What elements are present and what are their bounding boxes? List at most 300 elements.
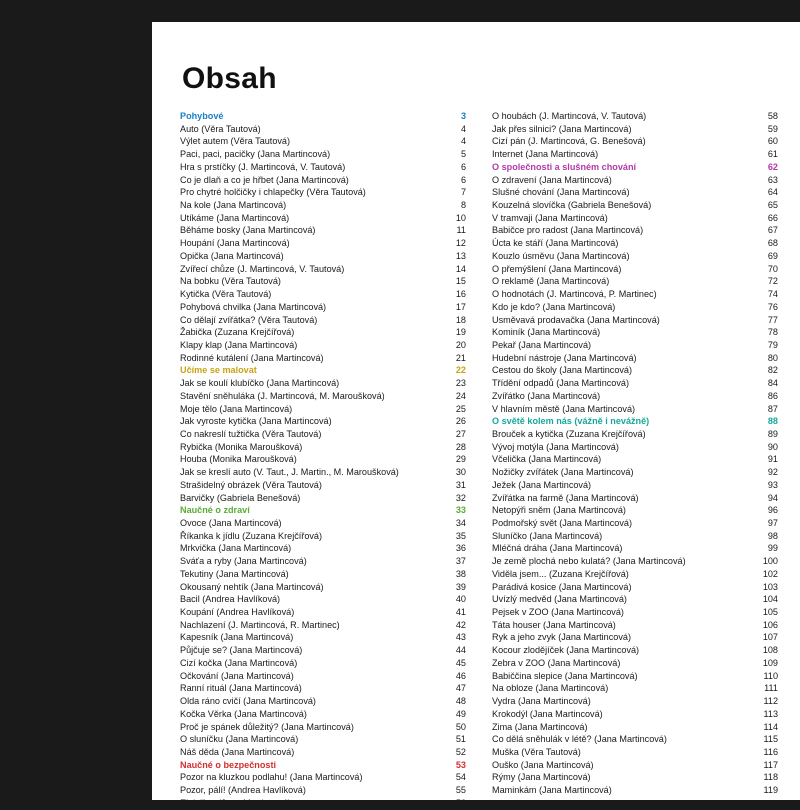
toc-entry-page-number: 79 (767, 339, 778, 350)
toc-entry-label: Pejsek v ZOO (Jana Martincová) (492, 607, 624, 618)
toc-entry-page-number: 67 (767, 225, 778, 236)
toc-entry-label: Mléčná dráha (Jana Martincová) (492, 543, 623, 554)
toc-entry-row[interactable] (180, 606, 466, 619)
toc-entry-label: Okousaný nehtík (Jana Martincová) (180, 581, 324, 592)
toc-entry-row[interactable] (180, 593, 466, 606)
toc-entry-row[interactable] (180, 631, 466, 644)
toc-entry-page-number: 58 (767, 111, 778, 121)
toc-entry-page-number: 117 (763, 759, 778, 770)
toc-entry-row[interactable] (180, 212, 466, 225)
toc-entry-row[interactable] (492, 263, 778, 276)
toc-entry-label: Učíme se malovat (180, 365, 257, 376)
toc-entry-page-number: 90 (767, 441, 778, 452)
page-title: Obsah (182, 62, 277, 95)
toc-entry-label: Barvičky (Gabriela Benešová) (180, 492, 301, 503)
toc-entry-label: Zebra v ZOO (Jana Martincová) (492, 657, 621, 668)
toc-entry-page-number: 8 (460, 200, 466, 211)
toc-entry-row[interactable] (180, 797, 466, 810)
toc-entry-page-number: 50 (455, 721, 466, 732)
toc-entry-row[interactable] (492, 390, 778, 403)
toc-entry-row[interactable] (492, 314, 778, 327)
toc-entry-row[interactable] (180, 415, 466, 428)
toc-entry-page-number: 89 (767, 428, 778, 439)
toc-entry-page-number: 21 (455, 352, 466, 363)
toc-entry-label: Zima (Jana Martincová) (492, 721, 588, 732)
toc-entry-page-number: 86 (767, 390, 778, 401)
toc-entry-page-number: 102 (762, 568, 778, 579)
toc-entry-page-number: 12 (455, 238, 466, 249)
toc-entry-row[interactable] (492, 708, 778, 721)
toc-entry-page-number: 48 (455, 696, 466, 707)
toc-entry-page-number: 4 (460, 123, 466, 134)
toc-entry-label: Paci, paci, pacičky (Jana Martincová) (180, 149, 331, 160)
toc-entry-page-number: 7 (460, 187, 466, 198)
toc-entry-row[interactable] (180, 517, 466, 530)
toc-entry-label: O hodnotách (J. Martincová, P. Martinec) (492, 289, 657, 300)
toc-entry-row[interactable] (180, 746, 466, 759)
toc-entry-row[interactable] (492, 517, 778, 530)
toc-entry-row[interactable] (180, 161, 466, 174)
toc-entry-row[interactable] (180, 263, 466, 276)
toc-entry-label: Rybička (Monika Maroušková) (180, 441, 303, 452)
toc-entry-row[interactable] (180, 288, 466, 301)
contents-column-right (492, 110, 778, 810)
toc-entry-label: Co nakreslí tužtička (Věra Tautová) (180, 428, 322, 439)
toc-entry-row[interactable] (492, 224, 778, 237)
toc-entry-label: Zvířátka na farmě (Jana Martincová) (492, 492, 639, 503)
toc-entry-row[interactable] (180, 682, 466, 695)
toc-entry-row[interactable] (180, 314, 466, 327)
toc-entry-page-number: 111 (764, 683, 778, 694)
toc-entry-page-number: 13 (455, 250, 466, 261)
toc-entry-row[interactable] (492, 441, 778, 454)
toc-entry-label: Houba (Monika Maroušková) (180, 454, 297, 465)
toc-entry-label: Maminkám (Jana Martincová) (492, 785, 612, 796)
toc-entry-label: Pro chytré holčičky i chlapečky (Věra Tautová) (180, 187, 366, 198)
toc-entry-page-number: 70 (767, 263, 778, 274)
toc-section-row[interactable] (180, 110, 466, 123)
toc-entry-row[interactable] (180, 123, 466, 136)
toc-entry-row[interactable] (180, 453, 466, 466)
toc-entry-page-number: 41 (455, 607, 466, 618)
toc-entry-page-number: 61 (767, 149, 778, 160)
toc-entry-label: Včelička (Jana Martincová) (492, 454, 602, 465)
toc-entry-page-number: 40 (455, 594, 466, 605)
toc-entry-page-number: 77 (767, 314, 778, 325)
toc-entry-label: Náš děda (Jana Martincová) (180, 746, 295, 757)
toc-entry-row[interactable] (492, 186, 778, 199)
toc-entry-page-number: 4 (460, 136, 466, 147)
toc-entry-row[interactable] (492, 682, 778, 695)
toc-entry-row[interactable] (180, 721, 466, 734)
toc-entry-label: Žabička (Zuzana Krejčířová) (180, 327, 295, 338)
toc-entry-page-number: 96 (767, 505, 778, 516)
toc-section-row[interactable] (180, 759, 466, 772)
toc-entry-page-number: 64 (767, 187, 778, 198)
toc-entry-row[interactable] (492, 530, 778, 543)
toc-entry-row[interactable] (492, 670, 778, 683)
toc-entry-page-number: 109 (762, 657, 778, 668)
toc-entry-row[interactable] (492, 199, 778, 212)
toc-entry-row[interactable] (492, 301, 778, 314)
toc-entry-page-number: 43 (455, 632, 466, 643)
toc-entry-page-number: 93 (767, 479, 778, 490)
toc-entry-label: Kočka Věrka (Jana Martincová) (180, 708, 307, 719)
toc-entry-row[interactable] (492, 657, 778, 670)
toc-entry-page-number: 53 (455, 759, 466, 770)
toc-entry-label: Pozor, pálí! (Andrea Havlíková) (180, 785, 306, 796)
toc-entry-row[interactable] (492, 746, 778, 759)
toc-entry-page-number: 5 (460, 149, 466, 160)
toc-entry-page-number: 82 (767, 365, 778, 376)
toc-entry-page-number: 14 (455, 263, 466, 274)
toc-entry-row[interactable] (492, 466, 778, 479)
toc-entry-label: Sváťa a ryby (Jana Martincová) (180, 556, 307, 567)
toc-entry-row[interactable] (180, 670, 466, 683)
toc-entry-row[interactable] (492, 123, 778, 136)
toc-entry-label: Cestou do školy (Jana Martincová) (492, 365, 633, 376)
toc-entry-label: Co je dlaň a co je hřbet (Jana Martincová) (180, 174, 349, 185)
toc-entry-label: Uvízlý medvěd (Jana Martincová) (492, 594, 627, 605)
toc-entry-page-number: 33 (455, 505, 466, 516)
toc-entry-page-number: 100 (762, 556, 778, 567)
toc-entry-page-number: 108 (762, 645, 778, 656)
toc-entry-row[interactable] (180, 644, 466, 657)
toc-entry-label: Vydra (Jana Martincová) (492, 696, 591, 707)
toc-entry-page-number: 44 (455, 645, 466, 656)
toc-entry-row[interactable] (492, 453, 778, 466)
toc-entry-row[interactable] (492, 352, 778, 365)
toc-entry-page-number: 114 (763, 721, 778, 732)
toc-entry-page-number: 94 (767, 492, 778, 503)
toc-entry-row[interactable] (492, 771, 778, 784)
toc-entry-page-number: 106 (762, 619, 778, 630)
toc-entry-page-number: 63 (767, 174, 778, 185)
toc-entry-page-number: 29 (455, 454, 466, 465)
toc-entry-row[interactable] (180, 352, 466, 365)
toc-entry-row[interactable] (492, 377, 778, 390)
toc-entry-page-number: 22 (455, 365, 466, 376)
toc-entry-row[interactable] (180, 581, 466, 594)
toc-entry-label: Jak vyroste kytička (Jana Martincová) (180, 416, 332, 427)
toc-entry-row[interactable] (492, 110, 778, 123)
toc-entry-page-number: 66 (767, 212, 778, 223)
toc-entry-row[interactable] (180, 466, 466, 479)
toc-entry-page-number: 34 (455, 518, 466, 528)
toc-entry-label: Běháme bosky (Jana Martincová) (180, 225, 316, 236)
toc-entry-row[interactable] (180, 224, 466, 237)
toc-entry-page-number: 49 (455, 708, 466, 719)
toc-entry-page-number: 103 (762, 581, 778, 592)
toc-entry-page-number: 107 (762, 632, 778, 643)
toc-entry-row[interactable] (180, 237, 466, 250)
toc-entry-label: Houpání (Jana Martincová) (180, 238, 290, 249)
toc-entry-label: Sluníčko (Jana Martincová) (492, 530, 603, 541)
toc-entry-label: Pohybové (180, 111, 224, 121)
toc-entry-label: Co dělají zvířátka? (Věra Tautová) (180, 314, 318, 325)
toc-entry-label: Nachlazení (J. Martincová, R. Martinec) (180, 619, 340, 630)
toc-entry-label: Vývoj motýla (Jana Martincová) (492, 441, 619, 452)
toc-entry-page-number: 6 (460, 174, 466, 185)
toc-entry-page-number: 76 (767, 301, 778, 312)
toc-entry-label: Půjčuje se? (Jana Martincová) (180, 645, 303, 656)
toc-entry-page-number: 6 (460, 161, 466, 172)
toc-entry-label: Na kole (Jana Martincová) (180, 200, 287, 211)
toc-entry-row[interactable] (180, 479, 466, 492)
toc-entry-label: Cizí kočka (Jana Martincová) (180, 657, 298, 668)
toc-entry-row[interactable] (492, 721, 778, 734)
toc-entry-label: Brouček a kytička (Zuzana Krejčířová) (492, 428, 646, 439)
toc-entry-page-number: 84 (767, 378, 778, 389)
toc-entry-row[interactable] (492, 644, 778, 657)
toc-entry-label: Nožičky zvířátek (Jana Martincová) (492, 467, 634, 478)
toc-entry-row[interactable] (492, 733, 778, 746)
toc-entry-row[interactable] (180, 174, 466, 187)
toc-entry-page-number: 19 (455, 327, 466, 338)
toc-entry-label: Stavění sněhuláka (J. Martincová, M. Maroušková) (180, 390, 385, 401)
toc-entry-label: Zvířecí chůze (J. Martincová, V. Tautová) (180, 263, 345, 274)
toc-entry-row[interactable] (180, 390, 466, 403)
toc-entry-row[interactable] (492, 492, 778, 505)
toc-entry-label: Kapesník (Jana Martincová) (180, 632, 294, 643)
toc-entry-row[interactable] (180, 695, 466, 708)
toc-entry-label: O zdravení (Jana Martincová) (492, 174, 612, 185)
toc-entry-page-number: 38 (455, 568, 466, 579)
toc-entry-label: Ježek (Jana Martincová) (492, 479, 592, 490)
toc-entry-row[interactable] (492, 428, 778, 441)
toc-entry-label: Kouzelná slovíčka (Gabriela Benešová) (492, 200, 652, 211)
toc-entry-label: Internet (Jana Martincová) (492, 149, 599, 160)
toc-entry-row[interactable] (180, 428, 466, 441)
toc-entry-page-number: 27 (455, 428, 466, 439)
toc-entry-page-number: 99 (767, 543, 778, 554)
toc-entry-label: Pekař (Jana Martincová) (492, 339, 592, 350)
toc-entry-row[interactable] (492, 403, 778, 416)
toc-entry-row[interactable] (492, 581, 778, 594)
toc-entry-label: Úcta ke stáří (Jana Martincová) (492, 238, 619, 249)
toc-entry-row[interactable] (492, 593, 778, 606)
toc-entry-label: Bacil (Andrea Havlíková) (180, 594, 281, 605)
toc-entry-label: Podmořský svět (Jana Martincová) (492, 518, 632, 528)
toc-entry-label: V hlavním městě (Jana Martincová) (492, 403, 636, 414)
toc-entry-row[interactable] (180, 135, 466, 148)
toc-section-row[interactable] (180, 364, 466, 377)
toc-entry-row[interactable] (492, 148, 778, 161)
toc-entry-label: Ryk a jeho zvyk (Jana Martincová) (492, 632, 631, 643)
toc-entry-page-number: 78 (767, 327, 778, 338)
toc-entry-row[interactable] (180, 403, 466, 416)
toc-entry-page-number: 3 (460, 111, 466, 121)
toc-entry-label: Kdo je kdo? (Jana Martincová) (492, 301, 616, 312)
toc-entry-row[interactable] (180, 619, 466, 632)
toc-entry-label: Třídění odpadů (Jana Martincová) (492, 378, 629, 389)
toc-entry-label: O společnosti a slušném chování (492, 161, 637, 172)
toc-entry-label: Výlet autem (Věra Tautová) (180, 136, 291, 147)
toc-entry-label: Strašidelný obrázek (Věra Tautová) (180, 479, 322, 490)
toc-entry-page-number: 92 (767, 467, 778, 478)
toc-entry-label: Kocour zlodějíček (Jana Martincová) (492, 645, 640, 656)
toc-entry-row[interactable] (492, 568, 778, 581)
toc-entry-page-number: 112 (763, 696, 778, 707)
toc-entry-label: Pohybová chvilka (Jana Martincová) (180, 301, 327, 312)
toc-entry-row[interactable] (492, 504, 778, 517)
toc-entry-label: Jak se kreslí auto (V. Taut., J. Martin., M. Maroušková) (180, 467, 399, 478)
toc-entry-row[interactable] (492, 555, 778, 568)
toc-entry-label: Opička (Jana Martincová) (180, 250, 284, 261)
toc-entry-page-number: 52 (455, 746, 466, 757)
toc-entry-row[interactable] (180, 339, 466, 352)
toc-entry-row[interactable] (180, 542, 466, 555)
toc-entry-page-number: 10 (455, 212, 466, 223)
toc-entry-label: Na bobku (Věra Tautová) (180, 276, 281, 287)
toc-entry-label: Rodinné kutálení (Jana Martincová) (180, 352, 324, 363)
toc-entry-page-number: 24 (455, 390, 466, 401)
toc-entry-row[interactable] (492, 339, 778, 352)
toc-entry-label: Naučné o zdraví (180, 505, 250, 516)
toc-entry-label: Táta houser (Jana Martincová) (492, 619, 616, 630)
toc-entry-page-number: 88 (767, 416, 778, 427)
toc-entry-page-number: 56 (455, 797, 466, 808)
toc-entry-row[interactable] (180, 377, 466, 390)
toc-entry-row[interactable] (180, 492, 466, 505)
toc-entry-label: Kominík (Jana Martincová) (492, 327, 601, 338)
toc-entry-label: Elektřina (Jana Martincová) (180, 797, 291, 808)
toc-entry-row[interactable] (492, 364, 778, 377)
toc-entry-row[interactable] (180, 568, 466, 581)
toc-entry-page-number: 104 (762, 594, 778, 605)
toc-entry-label: Naučné o bezpečnosti (180, 759, 277, 770)
toc-entry-row[interactable] (180, 733, 466, 746)
toc-entry-label: Mrkvička (Jana Martincová) (180, 543, 292, 554)
toc-entry-label: Kouzlo úsměvu (Jana Martincová) (492, 250, 630, 261)
toc-entry-row[interactable] (492, 631, 778, 644)
toc-section-row[interactable] (492, 415, 778, 428)
toc-entry-page-number: 31 (455, 479, 466, 490)
toc-entry-page-number: 18 (455, 314, 466, 325)
toc-entry-row[interactable] (180, 530, 466, 543)
toc-entry-row[interactable] (492, 695, 778, 708)
toc-entry-page-number: 59 (767, 123, 778, 134)
toc-entry-row[interactable] (180, 275, 466, 288)
toc-entry-row[interactable] (492, 135, 778, 148)
toc-entry-row[interactable] (180, 186, 466, 199)
toc-section-row[interactable] (180, 504, 466, 517)
toc-entry-row[interactable] (180, 250, 466, 263)
toc-entry-row[interactable] (492, 288, 778, 301)
toc-entry-row[interactable] (180, 555, 466, 568)
toc-entry-row[interactable] (492, 619, 778, 632)
toc-entry-page-number: 30 (455, 467, 466, 478)
toc-entry-page-number: 15 (455, 276, 466, 287)
toc-entry-label: O houbách (J. Martincová, V. Tautová) (492, 111, 647, 121)
toc-entry-page-number: 37 (455, 556, 466, 567)
toc-entry-label: Cizí pán (J. Martincová, G. Benešová) (492, 136, 646, 147)
toc-entry-label: Koupání (Andrea Havlíková) (180, 607, 295, 618)
toc-entry-page-number: 60 (767, 136, 778, 147)
toc-entry-row[interactable] (492, 759, 778, 772)
toc-entry-page-number: 72 (767, 276, 778, 287)
toc-entry-row[interactable] (180, 199, 466, 212)
toc-section-row[interactable] (492, 161, 778, 174)
toc-entry-page-number: 55 (455, 785, 466, 796)
toc-entry-page-number: 80 (767, 352, 778, 363)
toc-entry-row[interactable] (492, 326, 778, 339)
toc-entry-label: Ovoce (Jana Martincová) (180, 518, 282, 528)
toc-entry-page-number: 98 (767, 530, 778, 541)
toc-entry-row[interactable] (492, 784, 778, 797)
toc-entry-row[interactable] (492, 479, 778, 492)
toc-entry-row[interactable] (492, 212, 778, 225)
toc-entry-page-number: 68 (767, 238, 778, 249)
toc-entry-row[interactable] (492, 250, 778, 263)
toc-entry-page-number: 105 (762, 607, 778, 618)
toc-entry-row[interactable] (180, 148, 466, 161)
toc-entry-page-number: 54 (455, 772, 466, 783)
toc-entry-label: Tekutiny (Jana Martincová) (180, 568, 289, 579)
toc-entry-row[interactable] (180, 657, 466, 670)
toc-entry-label: Zvířátko (Jana Martincová) (492, 390, 601, 401)
toc-entry-page-number: 46 (455, 670, 466, 681)
toc-entry-page-number: 45 (455, 657, 466, 668)
toc-entry-label: Slušné chování (Jana Martincová) (492, 187, 630, 198)
contents-columns (180, 110, 778, 810)
toc-entry-label: Pozor na kluzkou podlahu! (Jana Martincová) (180, 772, 363, 783)
toc-entry-row[interactable] (492, 237, 778, 250)
toc-entry-label: O reklamě (Jana Martincová) (492, 276, 610, 287)
toc-entry-label: Jak se koulí klubíčko (Jana Martincová) (180, 378, 340, 389)
toc-entry-page-number: 26 (455, 416, 466, 427)
toc-entry-page-number: 16 (455, 289, 466, 300)
toc-entry-label: Moje tělo (Jana Martincová) (180, 403, 293, 414)
toc-entry-label: Ranní rituál (Jana Martincová) (180, 683, 302, 694)
toc-entry-row[interactable] (180, 301, 466, 314)
toc-entry-row[interactable] (180, 326, 466, 339)
contents-page (152, 22, 800, 808)
toc-entry-page-number: 11 (456, 225, 466, 236)
toc-entry-page-number: 36 (455, 543, 466, 554)
toc-entry-row[interactable] (180, 441, 466, 454)
toc-entry-label: Ouško (Jana Martincová) (492, 759, 594, 770)
toc-entry-page-number: 74 (767, 289, 778, 300)
toc-entry-label: Co dělá sněhulák v létě? (Jana Martincová) (492, 734, 667, 745)
toc-entry-label: Babičce pro radost (Jana Martincová) (492, 225, 644, 236)
toc-entry-page-number: 39 (455, 581, 466, 592)
toc-entry-label: Krokodýl (Jana Martincová) (492, 708, 603, 719)
toc-entry-label: Klapy klap (Jana Martincová) (180, 339, 298, 350)
toc-entry-row[interactable] (180, 708, 466, 721)
toc-entry-row[interactable] (180, 784, 466, 797)
toc-entry-page-number: 51 (455, 734, 466, 745)
toc-entry-label: Očkování (Jana Martincová) (180, 670, 294, 681)
toc-entry-label: Auto (Věra Tautová) (180, 123, 261, 134)
toc-entry-label: Kytička (Věra Tautová) (180, 289, 272, 300)
toc-entry-page-number: 17 (455, 301, 466, 312)
toc-entry-row[interactable] (492, 275, 778, 288)
toc-entry-page-number: 87 (767, 403, 778, 414)
toc-entry-row[interactable] (492, 174, 778, 187)
toc-entry-row[interactable] (492, 542, 778, 555)
toc-entry-label: Olda ráno cvičí (Jana Martincová) (180, 696, 316, 707)
toc-entry-label: Muška (Věra Tautová) (492, 746, 581, 757)
toc-entry-page-number: 35 (455, 530, 466, 541)
toc-entry-row[interactable] (180, 771, 466, 784)
toc-entry-label: Usměvavá prodavačka (Jana Martincová) (492, 314, 660, 325)
toc-entry-row[interactable] (492, 606, 778, 619)
toc-entry-page-number: 110 (763, 670, 778, 681)
toc-entry-page-number: 23 (455, 378, 466, 389)
toc-entry-label: Viděla jsem... (Zuzana Krejčířová) (492, 568, 629, 579)
toc-entry-label: Babiččina slepice (Jana Martincová) (492, 670, 638, 681)
